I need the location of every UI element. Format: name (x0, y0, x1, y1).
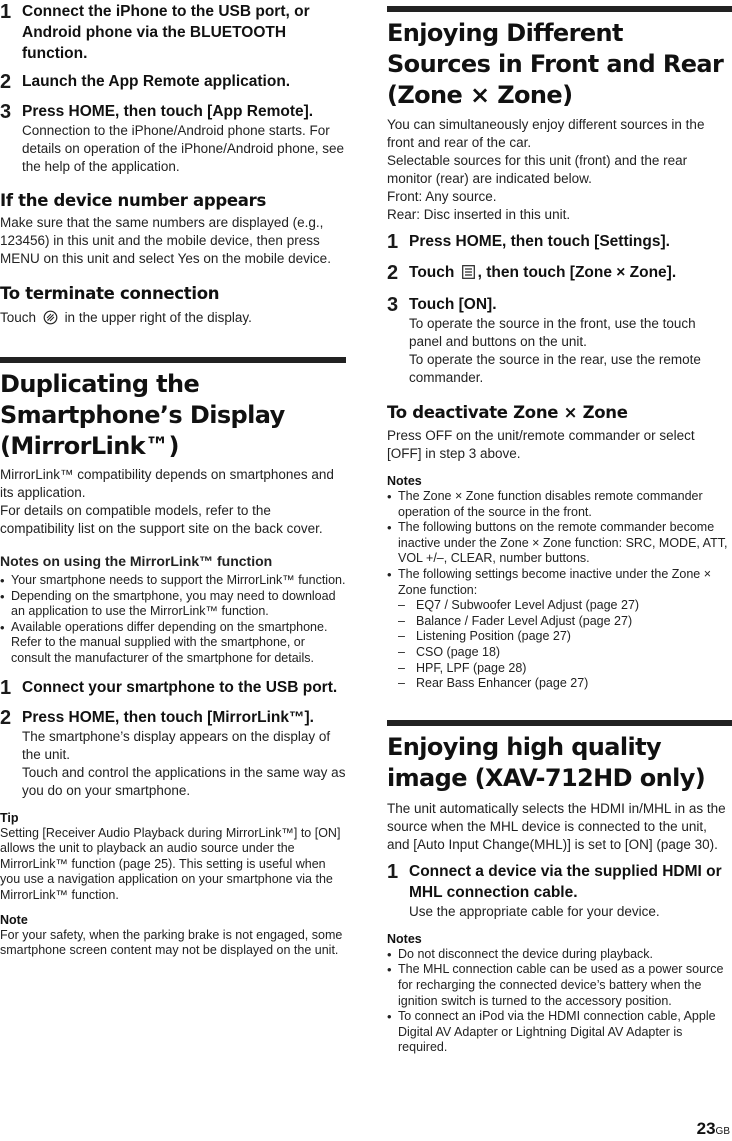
text: in the upper right of the display. (64, 310, 252, 325)
list-item: • The following buttons on the remote commander become inactive under the Zone × Zone function: SRC, MODE, ATT, VOL +/–, CLEAR, number buttons. (387, 520, 732, 567)
notes-label: Notes (387, 931, 422, 946)
step-number: 2 (387, 262, 399, 284)
step-description: To operate the source in the front, use the touch panel and buttons on the unit. (409, 316, 696, 349)
notes-list (387, 489, 732, 598)
paragraph: Selectable sources for this unit (front) and the rear monitor (rear) are indicated below. (387, 153, 688, 186)
list-item: • Available operations differ depending on the smartphone. Refer to the manual supplied with the smartphone, or consult the manufacturer of the smartphone for details. (0, 620, 346, 667)
step (0, 707, 346, 800)
list-item: – Balance / Fader Level Adjust (page 27) (398, 614, 732, 630)
step-number: 1 (0, 676, 12, 699)
step-description: Touch and control the applications in the same way as you do on your smartphone. (22, 764, 346, 798)
list-item: – Rear Bass Enhancer (page 27) (398, 676, 732, 692)
text: , then touch [Zone × Zone]. (477, 264, 677, 281)
list-item: – CSO (page 18) (398, 645, 732, 661)
paragraph: Make sure that the same numbers are displayed (e.g., 123456) in this unit and the mobile device, then press MENU on this unit and select Yes on the mobile device. (0, 215, 331, 266)
device-number-section (0, 190, 346, 268)
zone-section (387, 6, 732, 692)
list-item: • To connect an iPod via the HDMI connection cable, Apple Digital AV Adapter or Lightning Digital AV Adapter is required. (387, 1009, 732, 1056)
step (387, 231, 732, 253)
list-item: • Do not disconnect the device during playback. (387, 947, 732, 963)
list-item: • The Zone × Zone function disables remote commander operation of the source in the front. (387, 489, 732, 520)
text: Touch (0, 310, 37, 325)
section-title: Enjoying Different Sources in Front and Rear (Zone × Zone) (387, 19, 724, 109)
settings-menu-icon (462, 264, 475, 285)
step-title: Connect your smartphone to the USB port. (22, 678, 338, 696)
step-title: Touch [ON]. (409, 296, 497, 313)
right-column (387, 0, 732, 1056)
step-title: Press HOME, then touch [MirrorLink™]. (22, 708, 314, 726)
step-title: Connect a device via the supplied HDMI or MHL connection cable. (409, 862, 722, 901)
step-title (409, 262, 732, 285)
inactive-settings-list (387, 598, 732, 692)
subheading: To deactivate Zone × Zone (387, 403, 628, 422)
app-remote-steps (0, 0, 346, 176)
terminate-section (0, 283, 346, 330)
step-number: 2 (0, 706, 12, 729)
step-number: 3 (387, 294, 399, 316)
page-number-suffix: GB (715, 1126, 730, 1137)
subheading: If the device number appears (0, 191, 266, 210)
hq-section (387, 720, 732, 1056)
section-rule (387, 720, 732, 726)
list-item: • Your smartphone needs to support the MirrorLink™ function. (0, 573, 346, 589)
notes-list (387, 947, 732, 1056)
mirrorlink-section (0, 357, 346, 959)
paragraph: Front: Any source. (387, 189, 497, 204)
step-number: 3 (0, 101, 12, 123)
step (387, 861, 732, 921)
step-description: Connection to the iPhone/Android phone starts. For details on operation of the iPhone/Android phone, see the help of the application. (22, 123, 344, 174)
paragraph: MirrorLink™ compatibility depends on smartphones and its application. (0, 467, 334, 500)
page-number (697, 1119, 730, 1139)
page-number-value: 23 (696, 1119, 716, 1138)
step-title: Connect the iPhone to the USB port, or Android phone via the BLUETOOTH function. (22, 3, 310, 62)
tip-label: Tip (0, 810, 19, 825)
disconnect-icon (43, 310, 58, 330)
step (0, 1, 346, 64)
list-item: • The MHL connection cable can be used as a power source for recharging the connected device’s battery when the ignition switch is turned to the accessory position. (387, 962, 732, 1009)
paragraph: The unit automatically selects the HDMI in/MHL in as the source when the MHL device is connected to the unit, and [Auto Input Change(MHL)] is set to [ON] (page 30). (387, 800, 726, 852)
paragraph: For details on compatible models, refer to the compatibility list on the support site on the back cover. (0, 503, 323, 536)
section-rule (387, 6, 732, 12)
tip-text: Setting [Receiver Audio Playback during MirrorLink™] to [ON] allows the unit to playback an audio source under the MirrorLink™ function (page 25). This setting is useful when you use a navigation application on your smartphone via the MirrorLink™ function. (0, 825, 341, 902)
step-title: Press HOME, then touch [Settings]. (409, 233, 670, 250)
list-item: – Listening Position (page 27) (398, 629, 732, 645)
section-title: Enjoying high quality image (XAV-712HD only) (387, 732, 706, 792)
note-label: Note (0, 912, 28, 927)
step-number: 1 (387, 231, 399, 253)
step-number: 1 (387, 860, 399, 883)
list-item: – HPF, LPF (page 28) (398, 661, 732, 677)
list-item: • The following settings become inactive under the Zone × Zone function: (387, 567, 732, 598)
paragraph: Press OFF on the unit/remote commander or select [OFF] in step 3 above. (387, 428, 695, 461)
notes-list (0, 573, 346, 667)
step (0, 71, 346, 93)
notes-heading: Notes on using the MirrorLink™ function (0, 553, 273, 569)
paragraph (0, 309, 346, 330)
step (387, 262, 732, 285)
text: Touch (409, 264, 455, 281)
step-description: The smartphone’s display appears on the display of the unit. (22, 728, 331, 762)
subheading: To terminate connection (0, 284, 220, 303)
step-number: 1 (0, 1, 12, 23)
step (0, 101, 346, 176)
list-item: – EQ7 / Subwoofer Level Adjust (page 27) (398, 598, 732, 614)
list-item: • Depending on the smartphone, you may need to download an application to use the MirrorLink™ function. (0, 589, 346, 620)
step-number: 2 (0, 71, 12, 93)
notes-label: Notes (387, 474, 422, 488)
step-title: Launch the App Remote application. (22, 73, 291, 90)
left-column (0, 0, 346, 959)
paragraph: You can simultaneously enjoy different sources in the front and rear of the car. (387, 117, 705, 150)
step (0, 677, 346, 699)
section-rule (0, 357, 346, 363)
paragraph: Rear: Disc inserted in this unit. (387, 207, 571, 222)
note-text: For your safety, when the parking brake is not engaged, some smartphone screen content may not be displayed on the unit. (0, 927, 343, 958)
step-description: Use the appropriate cable for your device. (409, 903, 660, 919)
step-description: To operate the source in the rear, use the remote commander. (409, 352, 701, 385)
step-title: Press HOME, then touch [App Remote]. (22, 103, 314, 120)
section-title: Duplicating the Smartphone’s Display (MirrorLink™) (0, 370, 285, 460)
step (387, 294, 732, 387)
